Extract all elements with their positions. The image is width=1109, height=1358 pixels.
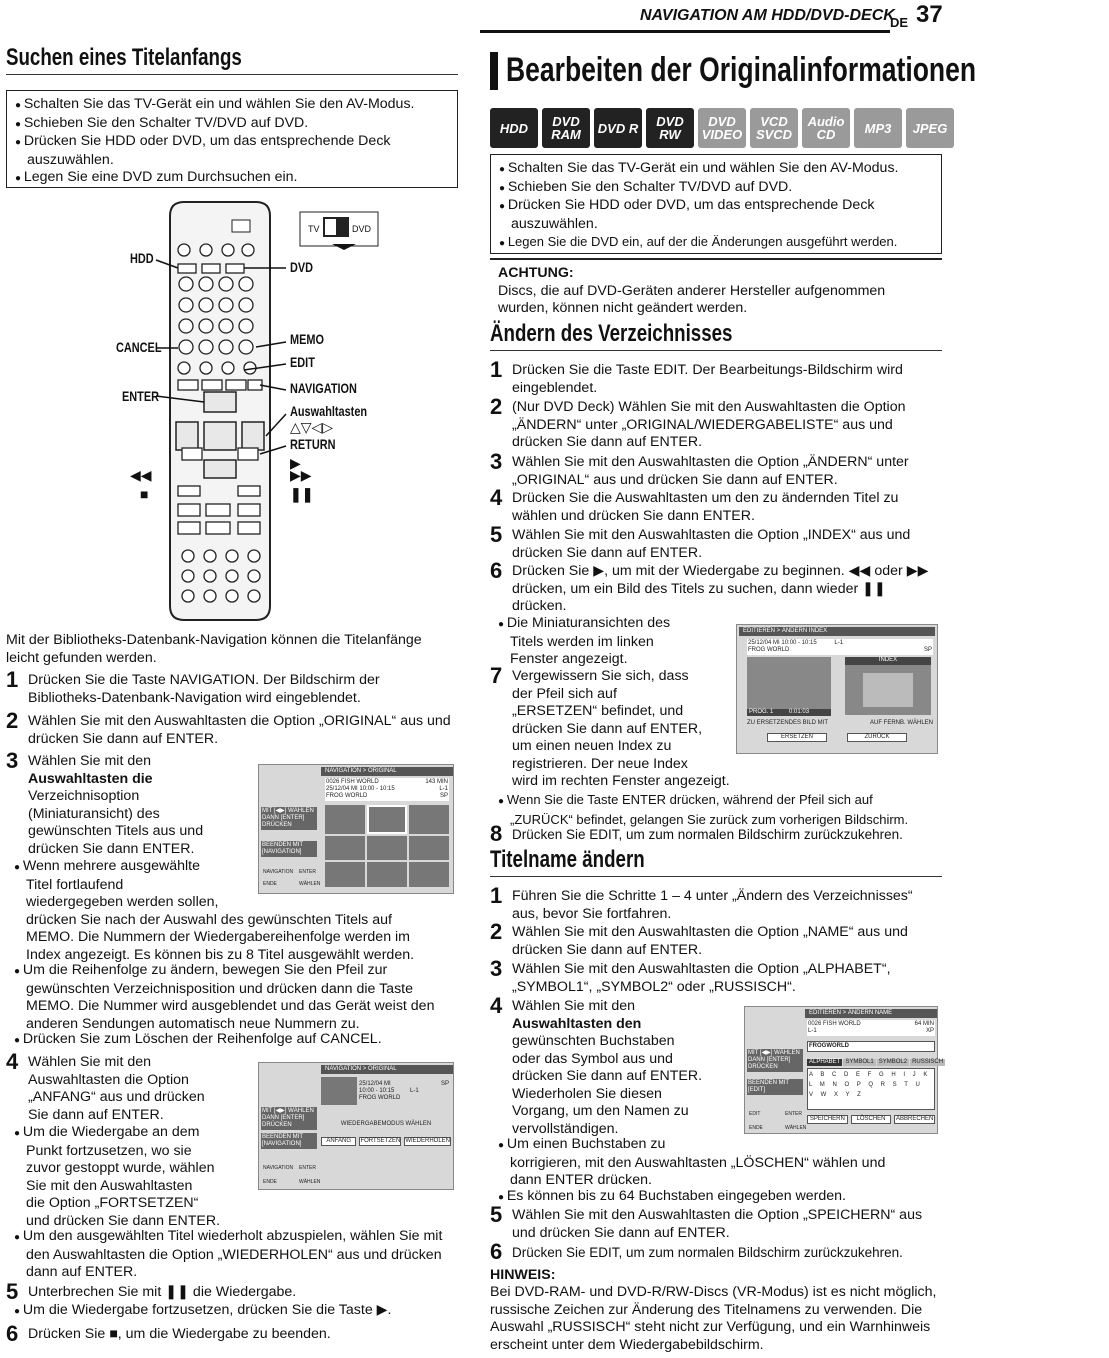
label-arrows: △▽◁▷ xyxy=(290,419,334,435)
left-step-3: 3 Wählen Sie mit den Auswahltasten die Verzeichnisoption (Miniaturansicht) des gewünschten Titels aus und drücken Sie dann ENTER. xyxy=(6,748,204,857)
left-step-6: 6 Drücken Sie ■, um die Wiedergabe zu beenden. xyxy=(6,1321,331,1346)
prep-item: ● Legen Sie eine DVD zum Durchsuchen ein. xyxy=(15,169,449,188)
pause-icon: ❚❚ xyxy=(290,486,314,502)
left-step-3-note-3: ● Drücken Sie zum Löschen der Reihenfolge auf CANCEL. xyxy=(14,1031,454,1050)
delete-button[interactable]: LÖSCHEN xyxy=(851,1115,892,1124)
label-navigation: NAVIGATION xyxy=(290,380,357,396)
replace-button[interactable]: ERSETZEN xyxy=(767,733,827,742)
left-step-4-note-1: ● Um die Wiedergabe an dem Punkt fortzusetzen, wo sie zuvor gestoppt wurde, wählen Sie mit den Auswahltasten die Option „FORTSETZEN“ und drücken Sie dann ENTER. xyxy=(14,1124,244,1230)
page-number: 37 xyxy=(916,1,943,28)
disc-hdd: HDD xyxy=(490,108,538,148)
subsection-titelname: Titelname ändern xyxy=(490,846,645,873)
right-step-a5: 5 Wählen Sie mit den Auswahltasten die Option „INDEX“ aus und drücken Sie dann auf ENTER. xyxy=(490,522,911,561)
right-step-a8: 8 Drücken Sie EDIT, um zum normalen Bildschirm zurückzukehren. xyxy=(490,821,903,846)
subsection-verzeichnis: Ändern des Verzeichnisses xyxy=(490,320,733,347)
right-step-a4: 4 Drücken Sie die Auswahltasten um den zu ändernden Titel zu wählen und drücken Sie dann ENTER. xyxy=(490,485,899,524)
label-cancel: CANCEL xyxy=(116,339,162,355)
tab-russisch[interactable]: RUSSISCH xyxy=(912,1059,944,1065)
back-button[interactable]: ZURÜCK xyxy=(847,733,907,742)
mode-wiederholen-button[interactable]: WIEDERHOLEN xyxy=(405,1138,450,1144)
cancel-button[interactable]: ABBRECHEN xyxy=(896,1116,934,1122)
save-button[interactable]: SPEICHERN xyxy=(807,1115,848,1124)
prep-item: ● Drücken Sie HDD oder DVD, um das entsprechende Deck auszuwählen. xyxy=(15,133,449,169)
achtung-heading: ACHTUNG: xyxy=(498,265,574,281)
label-memo: MEMO xyxy=(290,331,324,347)
right-step-b2: 2 Wählen Sie mit den Auswahltasten die Option „NAME“ aus und drücken Sie dann auf ENTER. xyxy=(490,919,908,958)
screen-edit-name: EDITIEREN > ÄNDERN NAME 0026 FISH WORLD 64 MIN L-1 XP FROGWORLD MIT [◀▶] WÄHLEN DANN [ENTER] DRÜCKEN BEENDEN MIT [EDIT] ALPHABET SYMBOL1 SYMBOL2 RUSSISCH A B C D E F G H I J K L M N O P Q R S T U V W X Y Z SPEICHERN LÖSCHEN ABBRECHEN EDIT ENTER ENDE WÄHLEN xyxy=(744,1006,938,1134)
left-section-title: Suchen eines Titelanfangs xyxy=(6,44,242,71)
label-enter: ENTER xyxy=(122,388,160,404)
disc-type-row xyxy=(490,108,954,148)
right-step-a7: 7 Vergewissern Sie sich, dass der Pfeil sich auf „ERSETZEN“ befindet, und drücken Sie dann auf ENTER, um einen neuen Index zu registrieren. Der neue Index wird im rechten Fenster angezeigt. xyxy=(490,663,730,789)
label-dvd: DVD xyxy=(290,259,314,275)
mode-anfang-button[interactable]: ANFANG xyxy=(321,1137,356,1146)
right-step-a1: 1 Drücken Sie die Taste EDIT. Der Bearbeitungs-Bildschirm wird eingeblendet. xyxy=(490,357,903,396)
prep-item: ● Schieben Sie den Schalter TV/DVD auf DVD. xyxy=(15,115,449,134)
title-bar-mark xyxy=(490,52,498,90)
label-edit: EDIT xyxy=(290,354,315,370)
disc-audio-cd: Audio CD xyxy=(802,108,850,148)
screen-navigation-original: NAVIGATION > ORIGINAL 0026 FISH WORLD 143 MIN 25/12/04 MI 10:00 - 10:15 L-1 FROG WORLD SP MIT [◀▶] WÄHLEN DANN [ENTER] DRÜCKEN BEENDEN MIT [NAVIGATION] NAVIGATION ENTER ENDE WÄHLEN xyxy=(258,764,454,894)
stop-icon: ■ xyxy=(140,486,149,502)
tv-dvd-switch xyxy=(232,220,250,232)
language-tag: DE xyxy=(890,15,909,30)
left-step-1: 1 Drücken Sie die Taste NAVIGATION. Der Bildschirm der Bibliotheks-Datenbank-Navigation wird eingeblendet. xyxy=(6,667,380,706)
name-input[interactable]: FROGWORLD xyxy=(807,1041,935,1052)
hinweis-text: Bei DVD-RAM- und DVD-R/RW-Discs (VR-Modus) ist es nicht möglich, russische Zeichen zur Änderung des Titelnamens zu verwenden. Die Auswahl „RUSSISCH“ steht nicht zur Verfügung, und ein Warnhinweis erscheint unter dem Wiedergabebildschirm. xyxy=(490,1284,937,1353)
right-step-b3: 3 Wählen Sie mit den Auswahltasten die Option „ALPHABET“, „SYMBOL1“, „SYMBOL2“ oder „RUSSISCH“. xyxy=(490,956,891,995)
character-grid[interactable]: A B C D E F G H I J K L M N O P Q R S T U V W X Y Z xyxy=(807,1068,935,1110)
right-step-b4: 4 Wählen Sie mit den Auswahltasten den gewünschten Buchstaben oder das Symbol aus und drücken Sie dann auf ENTER. Wiederholen Sie diesen Vorgang, um den Namen zu vervollständigen. xyxy=(490,993,703,1137)
rewind-icon: ◀◀ xyxy=(130,467,152,483)
screen-playback-mode: NAVIGATION > ORIGINAL 25/12/04 MI SP 10:00 - 10:15 L-1 FROG WORLD MIT [◀▶] WÄHLEN DANN [ENTER] DRÜCKEN BEENDEN MIT [NAVIGATION] WIEDERGABEMODUS WÄHLEN ANFANG FORTSETZEN WIEDERHOLEN NAVIGATION ENTER ENDE WÄHLEN xyxy=(258,1062,454,1190)
screen-edit-index: EDITIEREN > ÄNDERN INDEX 25/12/04 MI 10:00 - 10:15 L-1 FROG WORLD SP INDEX PROG. 1 0:01:03 ZU ERSETZENDES BILD MIT AUF FERNB. WÄHLEN ERSETZEN ZURÜCK xyxy=(736,624,938,754)
prep-item: ● Schalten Sie das TV-Gerät ein und wählen Sie den AV-Modus. xyxy=(15,96,449,115)
right-step-b1: 1 Führen Sie die Schritte 1 – 4 unter „Ändern des Verzeichnisses“ aus, bevor Sie fortfahren. xyxy=(490,883,913,922)
index-preview-left xyxy=(747,657,831,715)
label-auswahltasten: Auswahltasten xyxy=(290,403,368,419)
disc-dvd-ram: DVD RAM xyxy=(542,108,590,148)
left-step-5: 5 Unterbrechen Sie mit ❚❚ die Wiedergabe. xyxy=(6,1279,297,1304)
tab-symbol2[interactable]: SYMBOL2 xyxy=(878,1059,908,1065)
disc-mp3: MP3 xyxy=(854,108,902,148)
right-step-a3: 3 Wählen Sie mit den Auswahltasten die Option „ÄNDERN“ unter „ORIGINAL“ aus und drücken Sie dann auf ENTER. xyxy=(490,449,909,488)
label-hdd: HDD xyxy=(130,250,154,266)
mode-fortsetzen-button[interactable]: FORTSETZEN xyxy=(360,1138,401,1144)
left-intro: Mit der Bibliotheks-Datenbank-Navigation können die Titelanfänge leicht gefunden werden. xyxy=(6,632,422,666)
label-return: RETURN xyxy=(290,436,336,452)
right-step-b4-note-1: ● Um einen Buchstaben zu korrigieren, mit den Auswahltasten „LÖSCHEN“ wählen und dann ENTER drücken. xyxy=(498,1136,942,1190)
left-step-4: 4 Wählen Sie mit den Auswahltasten die Option „ANFANG“ aus und drücken Sie dann auf ENTER. xyxy=(6,1049,205,1123)
left-step-5-note: ● Um die Wiedergabe fortzusetzen, drücken Sie die Taste ▶. xyxy=(14,1302,454,1321)
hinweis-heading: HINWEIS: xyxy=(490,1267,556,1283)
header-rule xyxy=(480,30,890,33)
screen-title: NAVIGATION > ORIGINAL xyxy=(321,767,453,776)
disc-dvd-r: DVD R xyxy=(594,108,642,148)
running-header: NAVIGATION AM HDD/DVD-DECK xyxy=(640,7,895,24)
play-icon: ▶ xyxy=(290,455,301,471)
left-step-4-note-2: ● Um den ausgewählten Titel wiederholt abzuspielen, wählen Sie mit den Auswahltasten die Option „WIEDERHOLEN“ aus und drücken dann auf ENTER. xyxy=(14,1228,458,1282)
tab-symbol1[interactable]: SYMBOL1 xyxy=(845,1059,874,1065)
left-step-3-note-1: ● Wenn mehrere ausgewählte Titel fortlaufend wiedergegeben werden sollen, drücken Sie nach der Auswahl des gewünschten Titels auf MEMO. Die Nummern der Wiedergabereihenfolge werden im Index angezeigt. Es können bis zu 8 Titel ausgewählt werden. xyxy=(14,858,454,964)
left-prep-box xyxy=(6,90,458,188)
disc-jpeg: JPEG xyxy=(906,108,954,148)
left-step-2: 2 Wählen Sie mit den Auswahltasten die Option „ORIGINAL“ aus und drücken Sie dann auf ENTER. xyxy=(6,708,451,747)
right-step-b4-note-2: ● Es können bis zu 64 Buchstaben eingegeben werden. xyxy=(498,1188,942,1207)
right-step-a6-note: ● Die Miniaturansichten des Titels werden im linken Fenster angezeigt. xyxy=(498,615,728,669)
switch-dvd-label: DVD xyxy=(352,224,372,234)
disc-dvd-rw: DVD RW xyxy=(646,108,694,148)
right-step-b5: 5 Wählen Sie mit den Auswahltasten die Option „SPEICHERN“ aus und drücken Sie dann auf ENTER. xyxy=(490,1202,923,1241)
left-title-rule xyxy=(6,74,458,75)
achtung-box: ACHTUNG: Discs, die auf DVD-Geräten anderer Hersteller aufgenommen wurden, können nicht geändert werden. xyxy=(490,258,942,318)
disc-dvd-video: DVD VIDEO xyxy=(698,108,746,148)
right-step-a7-note: ● Wenn Sie die Taste ENTER drücken, während der Pfeil sich auf „ZURÜCK“ befindet, gelangen Sie zurück zum vorherigen Bildschirm. xyxy=(498,791,938,828)
right-step-b6: 6 Drücken Sie EDIT, um zum normalen Bildschirm zurückzukehren. xyxy=(490,1239,903,1264)
switch-tv-label: TV xyxy=(308,224,320,234)
thumbnail-grid xyxy=(325,805,449,887)
right-step-a6: 6 Drücken Sie ▶, um mit der Wiedergabe zu beginnen. ◀◀ oder ▶▶ drücken, um ein Bild des Titels zu suchen, dann wieder ❚❚ drücken. xyxy=(490,558,929,614)
tab-alphabet[interactable]: ALPHABET xyxy=(809,1059,841,1065)
left-step-3-note-2: ● Um die Reihenfolge zu ändern, bewegen Sie den Pfeil zur gewünschten Verzeichnisposition und drücken dann die Taste MEMO. Die Nummer wird ausgeblendet und das Gerät weist den anderen Sendungen automatisch neue Nummern zu. xyxy=(14,962,454,1033)
screen-help: MIT [◀▶] WÄHLEN DANN [ENTER] DRÜCKEN xyxy=(261,807,317,830)
fast-forward-icon: ▶▶ xyxy=(290,467,312,483)
right-step-a2: 2 (Nur DVD Deck) Wählen Sie mit den Auswahltasten die Option „ÄNDERN“ unter „ORIGINAL/WIEDERGABELISTE“ aus und drücken Sie dann auf ENTER. xyxy=(490,394,906,450)
disc-vcd: VCD SVCD xyxy=(750,108,798,148)
right-prep-box: ● Schalten Sie das TV-Gerät ein und wählen Sie den AV-Modus. ● Schieben Sie den Schalter TV/DVD auf DVD. ● Drücken Sie HDD oder DVD, um das entsprechende Deck auszuwählen. ● Legen Sie die DVD ein, auf der die Änderungen ausgeführt werden. xyxy=(490,154,942,254)
right-main-title: Bearbeiten der Originalinformationen xyxy=(506,51,977,89)
